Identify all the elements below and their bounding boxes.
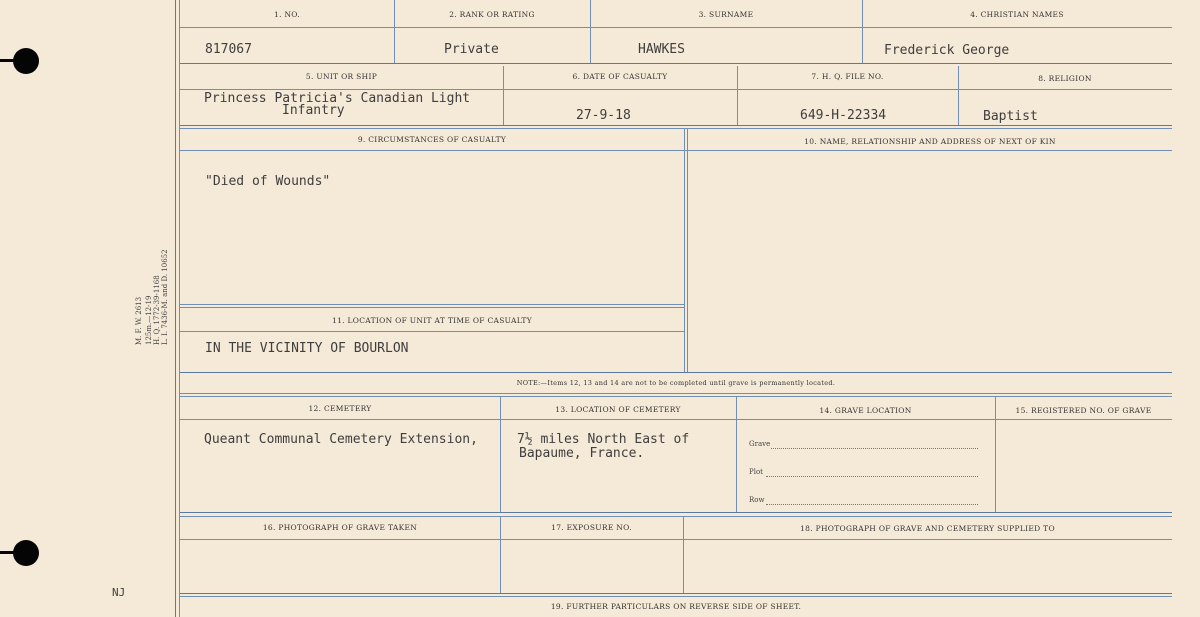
row1-header-rule [180, 27, 1172, 28]
header-surname: 3. SURNAME [698, 10, 754, 19]
header-rank: 2. RANK OR RATING [449, 10, 535, 19]
value-circumstances: "Died of Wounds" [205, 174, 331, 189]
header-cemetery: 12. CEMETERY [308, 404, 372, 413]
row3-div [684, 128, 685, 372]
row3-header-rule [180, 150, 1172, 151]
form-code-4: L. I. 7436-M. and D. 10652 [161, 249, 169, 345]
header-unit: 5. UNIT OR SHIP [305, 72, 378, 81]
plot-label: Plot [749, 468, 763, 476]
footer-rule [180, 596, 1172, 597]
value-cem-location-line1: 7½ miles North East of [517, 432, 690, 447]
header-supplied: 18. PHOTOGRAPH OF GRAVE AND CEMETERY SUPPLIED TO [800, 524, 1055, 533]
row5-bottom-rule [180, 593, 1172, 594]
row4-bottom-rule [180, 512, 1172, 513]
row3-div-2 [687, 128, 688, 372]
row1-bottom-rule [180, 63, 1172, 64]
note-top-rule [180, 372, 1172, 373]
value-rank: Private [444, 42, 499, 57]
row3-top-rule [180, 128, 1172, 129]
value-unit-line1: Princess Patricia's Canadian Light [204, 91, 471, 106]
loc-header-rule [180, 331, 684, 332]
header-circumstances: 9. CIRCUMSTANCES OF CASUALTY [357, 135, 507, 144]
plot-dotline [766, 476, 978, 477]
row-label: Row [749, 496, 765, 504]
row2-bottom-rule [180, 125, 1172, 126]
row4-top-rule [180, 396, 1172, 397]
note-text: NOTE:—Items 12, 13 and 14 are not to be completed until grave is permanently located. [516, 379, 836, 387]
punch-hole-top [13, 48, 39, 74]
value-cem-location-line2: Bapaume, France. [519, 446, 645, 461]
form-code-2: 125m.—12-19 [145, 295, 153, 345]
initials: NJ [112, 586, 126, 599]
grave-dotline [771, 448, 978, 449]
header-exposure: 17. EXPOSURE NO. [551, 523, 632, 532]
header-cem-location: 13. LOCATION OF CEMETERY [555, 405, 681, 414]
header-registered: 15. REGISTERED NO. OF GRAVE [1015, 406, 1152, 415]
header-christian: 4. CHRISTIAN NAMES [970, 10, 1064, 19]
footer-text: 19. FURTHER PARTICULARS ON REVERSE SIDE OF SHEET. [550, 602, 802, 611]
value-date: 27-9-18 [576, 108, 631, 123]
header-grave-location: 14. GRAVE LOCATION [819, 406, 912, 415]
row-dotline [766, 504, 978, 505]
form-code-3: H. Q. 1772-39-1168 [153, 275, 161, 345]
value-no: 817067 [205, 42, 252, 57]
frame-left-1 [175, 0, 176, 617]
value-surname: HAWKES [638, 42, 685, 57]
value-unit-line2: Infantry [282, 103, 345, 118]
value-cemetery: Queant Communal Cemetery Extension, [204, 432, 478, 447]
grave-label: Grave [749, 440, 771, 448]
header-location: 11. LOCATION OF UNIT AT TIME OF CASUALTY [332, 316, 532, 325]
value-hq: 649-H-22334 [800, 108, 887, 123]
header-photo: 16. PHOTOGRAPH OF GRAVE TAKEN [262, 523, 418, 532]
loc-top-rule [180, 304, 684, 305]
value-location: IN THE VICINITY OF BOURLON [205, 341, 409, 356]
form-code-1: M. F. W. 2613 [135, 296, 143, 345]
header-religion: 8. RELIGION [1038, 74, 1092, 83]
note-bottom-rule [180, 393, 1172, 394]
header-hq: 7. H. Q. FILE NO. [811, 72, 884, 81]
header-kin: 10. NAME, RELATIONSHIP AND ADDRESS OF NEXT OF KIN [804, 137, 1056, 146]
value-christian: Frederick George [884, 43, 1010, 58]
row5-top-rule [180, 516, 1172, 517]
row5-header-rule [180, 539, 1172, 540]
row2-header-rule [180, 89, 1172, 90]
row4-header-rule [180, 419, 1172, 420]
punch-hole-bottom [13, 540, 39, 566]
header-date: 6. DATE OF CASUALTY [572, 72, 668, 81]
value-religion: Baptist [983, 109, 1038, 124]
header-no: 1. NO. [274, 10, 300, 19]
loc-top-rule-2 [180, 307, 684, 308]
